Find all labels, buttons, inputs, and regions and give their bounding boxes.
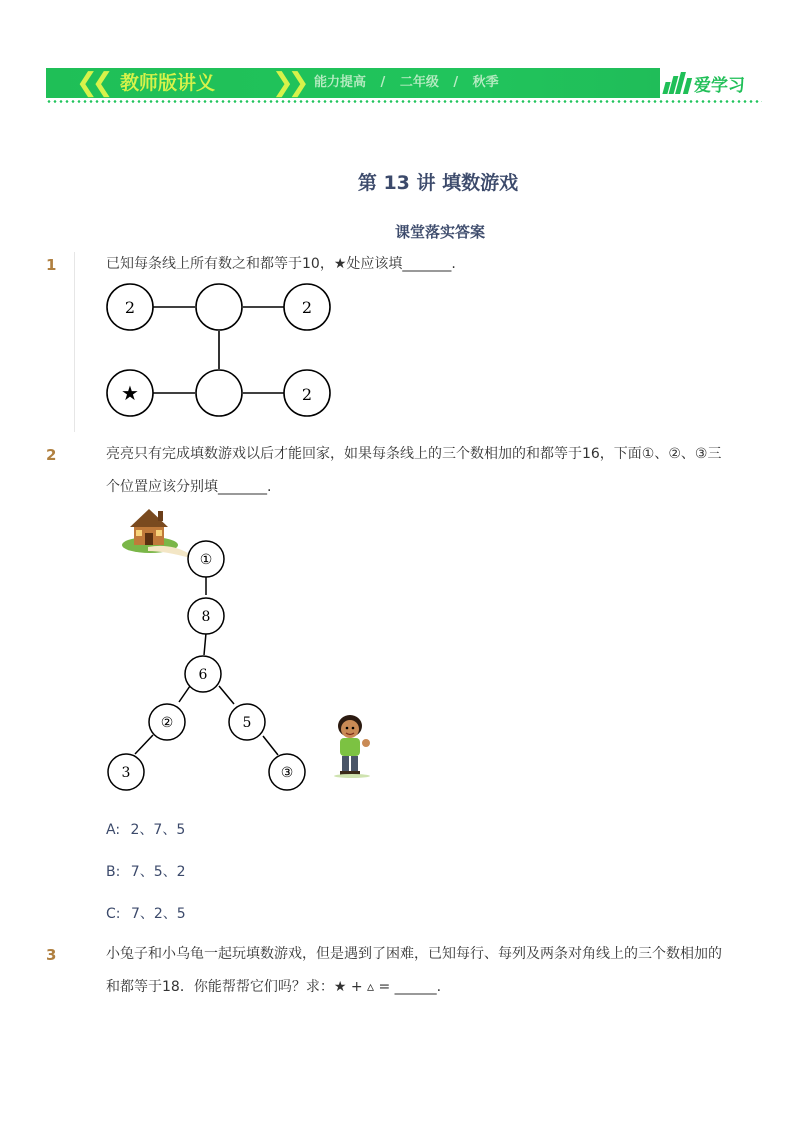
crumb-level: 能力提高 bbox=[314, 75, 367, 90]
answer-option-b[interactable] bbox=[106, 861, 192, 881]
breadcrumb bbox=[314, 68, 509, 98]
option-label: C: bbox=[106, 906, 121, 922]
question-number: 1 bbox=[46, 256, 57, 274]
crumb-season: 秋季 bbox=[472, 75, 499, 90]
q1-diagram bbox=[100, 280, 340, 420]
q1-node-label: 2 bbox=[124, 298, 136, 317]
brand-logo bbox=[660, 68, 762, 98]
q1-node-label: ★ bbox=[121, 381, 139, 405]
logo-bars-icon bbox=[664, 72, 690, 94]
q2-node-label: 6 bbox=[198, 667, 208, 683]
header-banner bbox=[46, 68, 762, 98]
q1-node-label: 2 bbox=[301, 385, 313, 404]
header-divider bbox=[46, 100, 762, 103]
question-number: 3 bbox=[46, 946, 57, 964]
page-subtitle: 课堂落实答案 bbox=[394, 223, 485, 241]
q1-node-label: 2 bbox=[301, 298, 313, 317]
answer-option-a[interactable] bbox=[106, 819, 191, 839]
answer-option-c[interactable] bbox=[106, 903, 192, 923]
margin-rule bbox=[74, 252, 75, 432]
q1-node bbox=[196, 370, 242, 416]
q2-node-label: 8 bbox=[201, 609, 211, 625]
lecture-type-title: 教师版讲义 bbox=[120, 72, 216, 94]
q2-node-label: 3 bbox=[121, 765, 131, 781]
question-text: 亮亮只有完成填数游戏以后才能回家，如果每条线上的三个数相加的和都等于16，下面①、②、③三个位置应该分别填_______. bbox=[106, 446, 722, 495]
question-number: 2 bbox=[46, 446, 57, 464]
chevron-left-icon: ❮❮ bbox=[76, 68, 108, 98]
option-value: 7、5、2 bbox=[130, 864, 186, 880]
boy-illustration bbox=[328, 713, 378, 779]
q2-node-label: 5 bbox=[242, 715, 252, 731]
q2-node-label: ① bbox=[199, 552, 213, 568]
crumb-separator: / bbox=[380, 75, 386, 90]
chevron-right-icon: ❯❯ bbox=[272, 68, 304, 98]
question-text: 已知每条线上所有数之和都等于10，★处应该填_______. bbox=[106, 256, 456, 272]
option-value: 2、7、5 bbox=[130, 822, 186, 838]
option-label: B: bbox=[106, 864, 121, 880]
question-text: 小兔子和小乌龟一起玩填数游戏，但是遇到了困难，已知每行、每列及两条对角线上的三个数相加的和都等于18．你能帮帮它们吗？求：★ + ▵ = ______. bbox=[106, 946, 722, 995]
crumb-grade: 二年级 bbox=[399, 75, 439, 90]
option-label: A: bbox=[106, 822, 121, 838]
q2-diagram bbox=[100, 535, 320, 795]
q2-node-label: ③ bbox=[280, 765, 294, 781]
q2-node-label: ② bbox=[160, 715, 174, 731]
q1-node bbox=[196, 284, 242, 330]
page-title: 第 13 讲 填数游戏 bbox=[357, 172, 519, 194]
option-value: 7、2、5 bbox=[130, 906, 186, 922]
crumb-separator: / bbox=[453, 75, 459, 90]
logo-text: 爱学习 bbox=[694, 75, 745, 96]
